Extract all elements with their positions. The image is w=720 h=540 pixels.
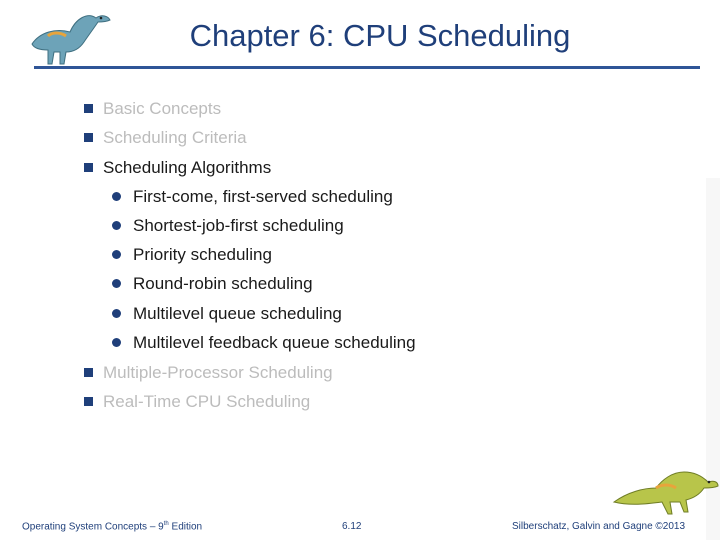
- footer-book-title-text: Operating System Concepts – 9: [22, 521, 164, 533]
- round-bullet-icon: [112, 250, 121, 259]
- sub-bullet-text: Round-robin scheduling: [133, 274, 313, 293]
- page-number: 6.12: [342, 521, 362, 532]
- list-item: [84, 363, 484, 385]
- footer-book-title: [22, 521, 202, 532]
- page-title: Chapter 6: CPU Scheduling: [189, 18, 571, 53]
- round-bullet-icon: [112, 192, 121, 201]
- round-bullet-icon: [112, 309, 121, 318]
- list-item: [112, 216, 532, 238]
- bullet-text: Scheduling Criteria: [103, 128, 247, 147]
- square-bullet-icon: [84, 104, 93, 113]
- title-divider: [34, 66, 700, 69]
- list-item: [84, 158, 484, 180]
- square-bullet-icon: [84, 397, 93, 406]
- bullet-text: Real-Time CPU Scheduling: [103, 392, 311, 411]
- bullet-text: Multiple-Processor Scheduling: [103, 363, 333, 382]
- square-bullet-icon: [84, 368, 93, 377]
- bullet-text: Basic Concepts: [103, 99, 222, 118]
- list-item: [112, 274, 532, 296]
- list-item: [112, 333, 532, 355]
- square-bullet-icon: [84, 133, 93, 142]
- bullet-text: Scheduling Algorithms: [103, 158, 272, 177]
- dinosaur-icon: [22, 6, 114, 68]
- round-bullet-icon: [112, 221, 121, 230]
- sub-bullet-text: Multilevel queue scheduling: [133, 304, 342, 323]
- footer-superscript: th: [163, 521, 169, 527]
- list-item: [84, 128, 484, 150]
- list-item: [84, 392, 484, 414]
- sub-bullet-text: Priority scheduling: [133, 245, 272, 264]
- list-item: [84, 99, 484, 121]
- round-bullet-icon: [112, 338, 121, 347]
- footer-copyright: Silberschatz, Galvin and Gagne ©2013: [512, 521, 686, 532]
- dinosaur-icon: [610, 458, 720, 520]
- sub-bullet-text: First-come, first-served scheduling: [133, 187, 393, 206]
- list-item: [112, 245, 532, 267]
- footer-edition-text: Edition: [168, 521, 203, 533]
- round-bullet-icon: [112, 279, 121, 288]
- list-item: [112, 304, 532, 326]
- square-bullet-icon: [84, 163, 93, 172]
- list-item: [112, 187, 532, 209]
- sub-bullet-text: Shortest-job-first scheduling: [133, 216, 344, 235]
- sub-bullet-text: Multilevel feedback queue scheduling: [133, 333, 416, 352]
